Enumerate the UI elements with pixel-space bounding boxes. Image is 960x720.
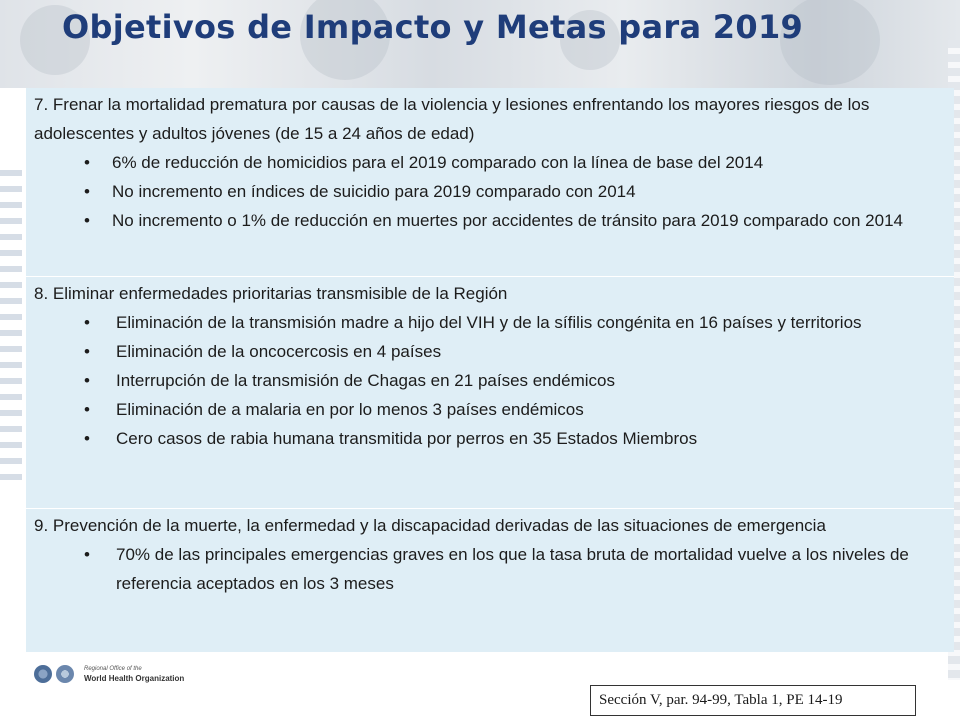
page-title: Objetivos de Impacto y Metas para 2019 bbox=[62, 8, 804, 46]
objective-heading: 8. Eliminar enfermedades prioritarias transmisible de la Región bbox=[34, 284, 508, 303]
who-emblem-icon bbox=[56, 665, 74, 683]
targets-list bbox=[34, 148, 944, 235]
reference-box: Sección V, par. 94-99, Tabla 1, PE 14-19 bbox=[590, 685, 916, 716]
bullet-icon: • bbox=[84, 342, 90, 361]
who-paho-logo bbox=[34, 662, 184, 686]
objective-section-9 bbox=[26, 509, 954, 652]
logo-line-2: World Health Organization bbox=[84, 674, 185, 683]
left-decoration bbox=[0, 170, 24, 510]
objectives-table bbox=[26, 88, 954, 652]
list-item: • No incremento o 1% de reducción en muertes por accidentes de tránsito para 2019 comparado con 2014 bbox=[34, 206, 944, 235]
list-item: • Eliminación de la oncocercosis en 4 países bbox=[34, 337, 944, 366]
list-item: • Cero casos de rabia humana transmitida por perros en 35 Estados Miembros bbox=[34, 424, 944, 453]
objective-section-8 bbox=[26, 277, 954, 509]
bullet-icon: • bbox=[84, 545, 90, 564]
list-item: • 6% de reducción de homicidios para el 2019 comparado con la línea de base del 2014 bbox=[34, 148, 944, 177]
bullet-icon: • bbox=[84, 153, 90, 172]
bullet-icon: • bbox=[84, 429, 90, 448]
bullet-icon: • bbox=[84, 400, 90, 419]
list-item: • Eliminación de la transmisión madre a hijo del VIH y de la sífilis congénita en 16 países y territorios bbox=[34, 308, 944, 337]
objective-heading: 7. Frenar la mortalidad prematura por causas de la violencia y lesiones enfrentando los mayores riesgos de los adolescentes y adultos jóvenes (de 15 a 24 años de edad) bbox=[34, 95, 870, 143]
list-item: • No incremento en índices de suicidio para 2019 comparado con 2014 bbox=[34, 177, 944, 206]
paho-emblem-icon bbox=[34, 665, 52, 683]
targets-list bbox=[34, 540, 944, 598]
bullet-icon: • bbox=[84, 371, 90, 390]
bullet-icon: • bbox=[84, 182, 90, 201]
targets-list bbox=[34, 308, 944, 453]
bullet-icon: • bbox=[84, 313, 90, 332]
bullet-icon: • bbox=[84, 211, 90, 230]
objective-section-7 bbox=[26, 88, 954, 277]
list-item: • 70% de las principales emergencias graves en los que la tasa bruta de mortalidad vuelve a los niveles de referencia aceptados en los 3 meses bbox=[34, 540, 944, 598]
list-item: • Eliminación de a malaria en por lo menos 3 países endémicos bbox=[34, 395, 944, 424]
objective-heading: 9. Prevención de la muerte, la enfermedad y la discapacidad derivadas de las situaciones de emergencia bbox=[34, 516, 826, 535]
logo-line-1: Regional Office of the bbox=[84, 666, 142, 672]
list-item: • Interrupción de la transmisión de Chagas en 21 países endémicos bbox=[34, 366, 944, 395]
